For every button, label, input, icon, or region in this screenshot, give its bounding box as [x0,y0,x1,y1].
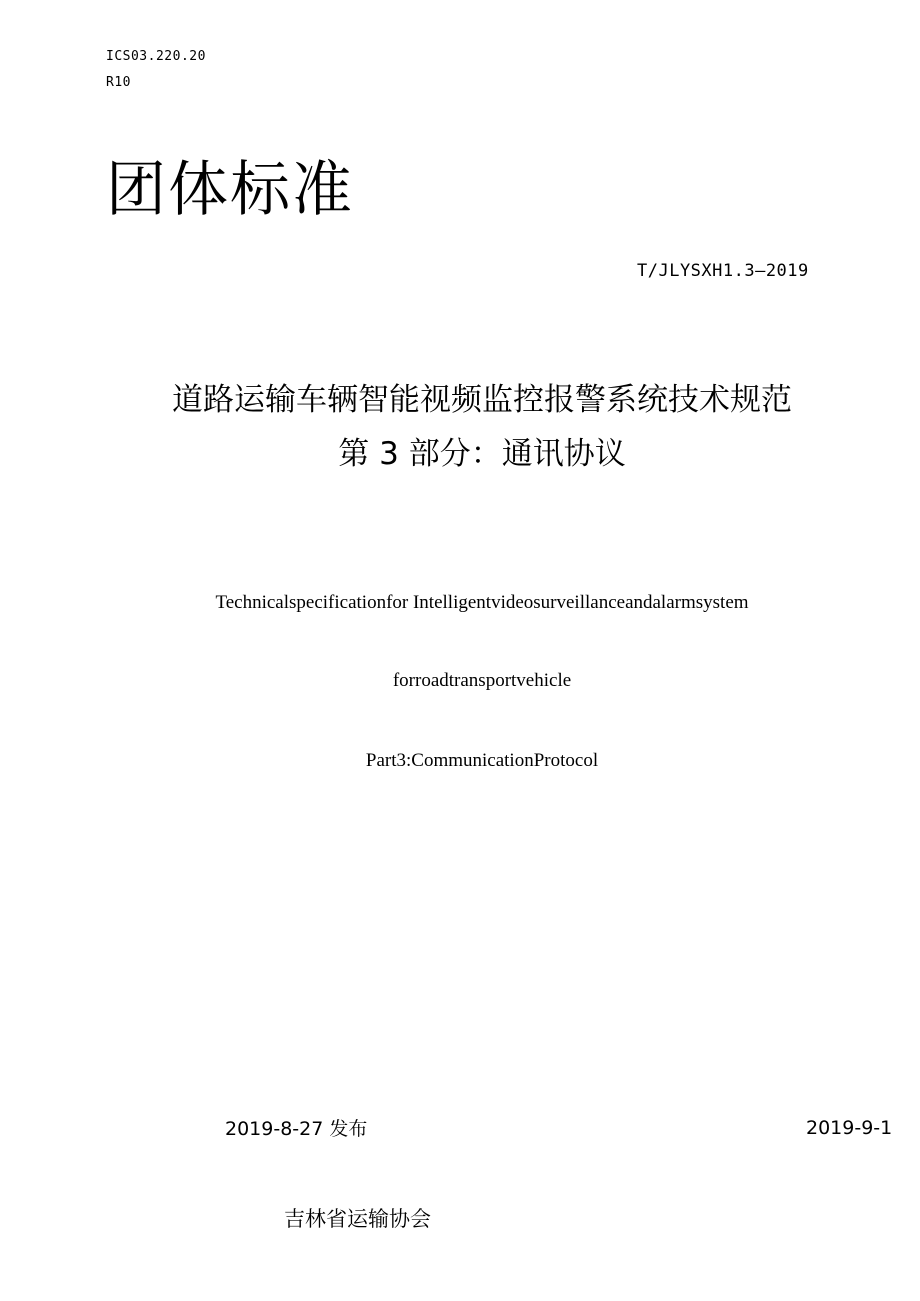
title-english-line-2: forroadtransportvehicle [392,670,572,691]
title-english-line-3: Part3:CommunicationProtocol [365,750,599,771]
implement-date: 2019-9-1 [806,1117,893,1139]
ics-code: ICS03.220.20 [106,49,206,64]
title-chinese-line-1: 道路运输车辆智能视频监控报警系统技术规范 [172,382,792,418]
title-english-line-1: Technicalspecificationfor Intelligentvideosurveillanceandalarmsystem [215,592,749,613]
title-chinese-line-2: 第 3 部分：通讯协议 [338,436,626,472]
document-type-heading: 团体标准 [106,155,354,225]
standard-number: T/JLYSXH1.3—2019 [637,261,809,281]
ccs-code: R10 [106,75,131,90]
publish-date: 2019-8-27 发布 [225,1118,368,1140]
issuing-organization: 吉林省运输协会 [284,1207,431,1231]
